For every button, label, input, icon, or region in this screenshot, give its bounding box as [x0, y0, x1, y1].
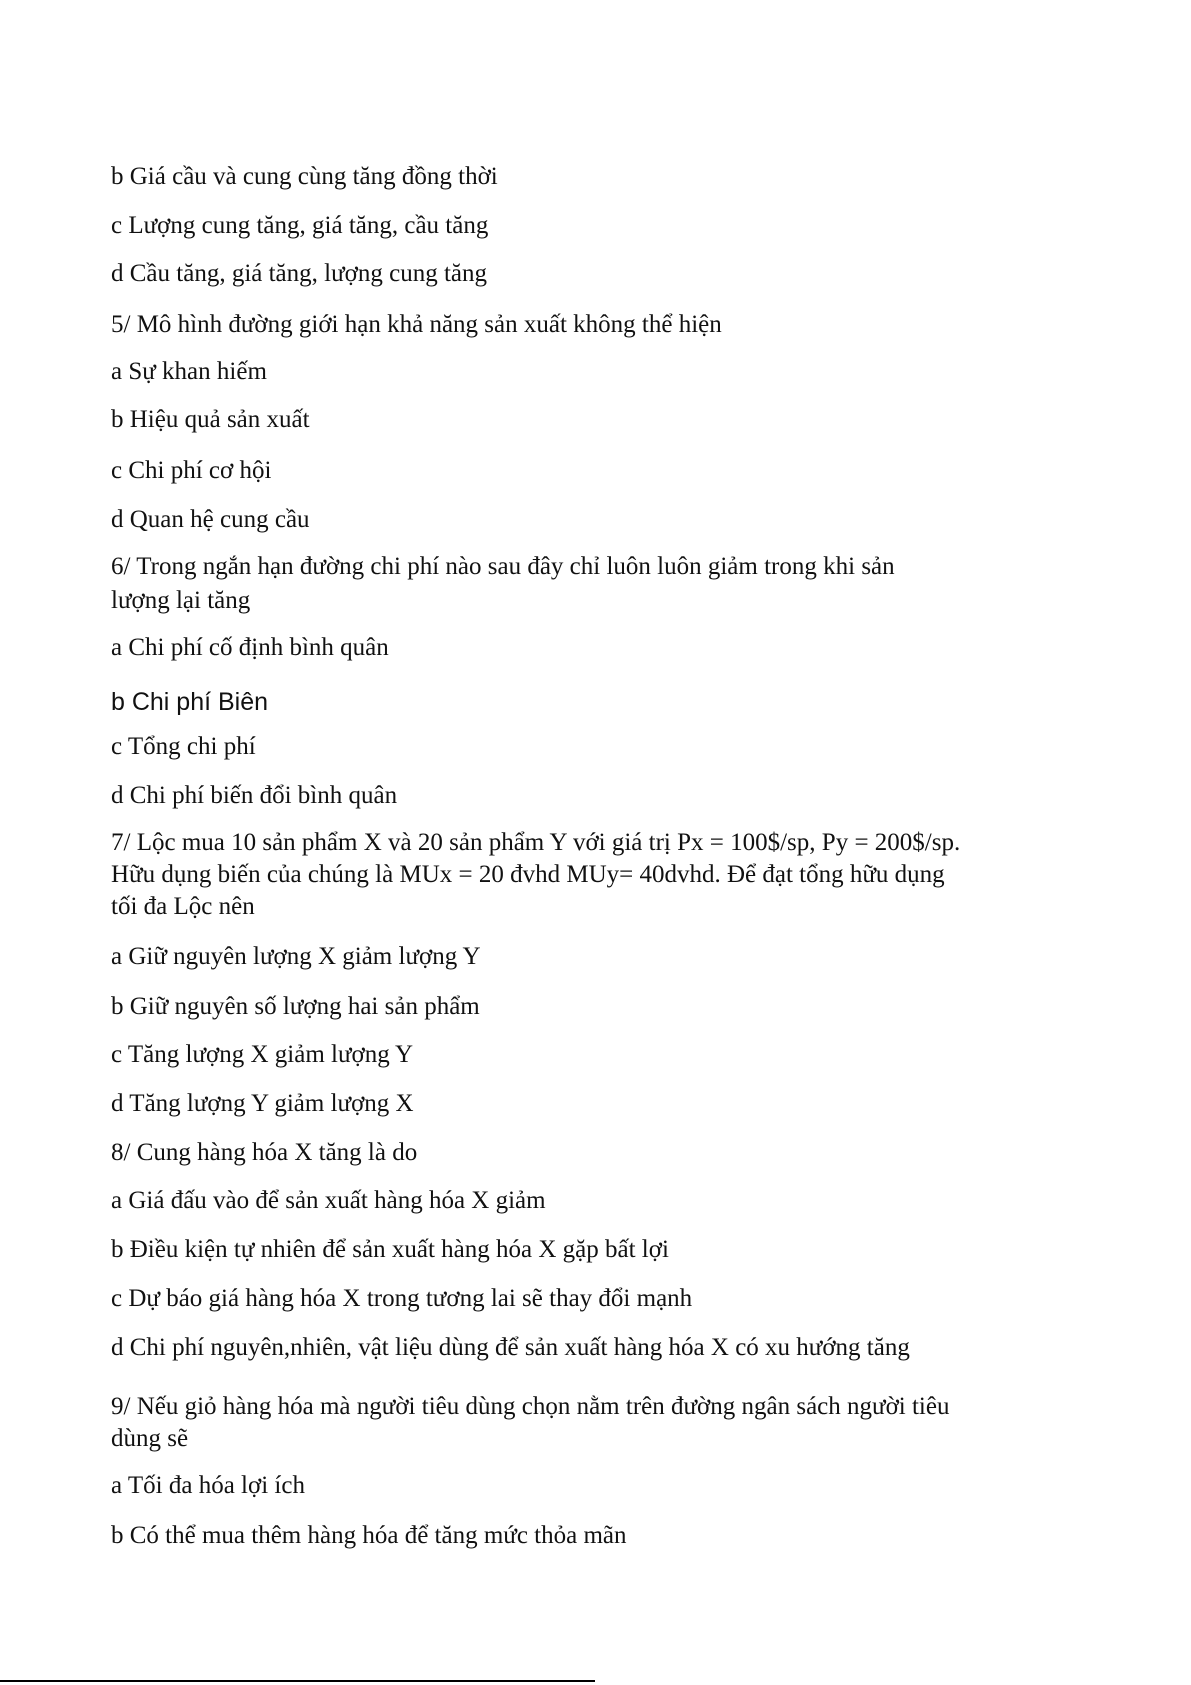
question-6: 6/ Trong ngắn hạn đường chi phí nào sau đây chỉ luôn luôn giảm trong khi sản: [111, 553, 895, 580]
footer-divider: [0, 1680, 595, 1682]
question-7: 7/ Lộc mua 10 sản phẩm X và 20 sản phẩm Y với giá trị Px = 100$/sp, Py = 200$/sp.: [111, 829, 961, 856]
answer-option-5b: b Hiệu quả sản xuất: [111, 406, 310, 433]
answer-option-9b: b Có thể mua thêm hàng hóa để tăng mức thỏa mãn: [111, 1522, 627, 1549]
question-6-continued: lượng lại tăng: [111, 587, 251, 614]
answer-option-4c: c Lượng cung tăng, giá tăng, cầu tăng: [111, 212, 489, 239]
answer-option-7c: c Tăng lượng X giảm lượng Y: [111, 1041, 414, 1068]
answer-option-5a: a Sự khan hiếm: [111, 358, 267, 385]
answer-option-8b: b Điều kiện tự nhiên để sản xuất hàng hóa X gặp bất lợi: [111, 1236, 669, 1263]
question-7-continued-2: tối đa Lộc nên: [111, 893, 255, 920]
answer-option-6b: b Chi phí Biên: [111, 688, 269, 716]
answer-option-7b: b Giữ nguyên số lượng hai sản phẩm: [111, 993, 480, 1020]
answer-option-5c: c Chi phí cơ hội: [111, 457, 272, 484]
answer-option-9a: a Tối đa hóa lợi ích: [111, 1472, 305, 1499]
answer-option-7d: d Tăng lượng Y giảm lượng X: [111, 1090, 414, 1117]
question-7-continued: Hữu dụng biến của chúng là MUx = 20 đvhd MUy= 40dvhd. Để đạt tổng hữu dụng: [111, 861, 945, 888]
answer-option-6a: a Chi phí cố định bình quân: [111, 634, 389, 661]
answer-option-5d: d Quan hệ cung cầu: [111, 506, 310, 533]
answer-option-8d: d Chi phí nguyên,nhiên, vật liệu dùng để sản xuất hàng hóa X có xu hướng tăng: [111, 1334, 910, 1361]
answer-option-4b: b Giá cầu và cung cùng tăng đồng thời: [111, 163, 498, 190]
answer-option-8a: a Giá đấu vào để sản xuất hàng hóa X giảm: [111, 1187, 546, 1214]
question-8: 8/ Cung hàng hóa X tăng là do: [111, 1139, 418, 1166]
question-9-continued: dùng sẽ: [111, 1425, 189, 1452]
answer-option-4d: d Cầu tăng, giá tăng, lượng cung tăng: [111, 260, 488, 287]
answer-option-7a: a Giữ nguyên lượng X giảm lượng Y: [111, 943, 481, 970]
answer-option-8c: c Dự báo giá hàng hóa X trong tương lai sẽ thay đổi mạnh: [111, 1285, 693, 1312]
question-5: 5/ Mô hình đường giới hạn khả năng sản xuất không thể hiện: [111, 311, 722, 338]
answer-option-6c: c Tổng chi phí: [111, 733, 256, 760]
question-9: 9/ Nếu giỏ hàng hóa mà người tiêu dùng chọn nằm trên đường ngân sách người tiêu: [111, 1393, 950, 1420]
answer-option-6d: d Chi phí biến đổi bình quân: [111, 782, 398, 809]
